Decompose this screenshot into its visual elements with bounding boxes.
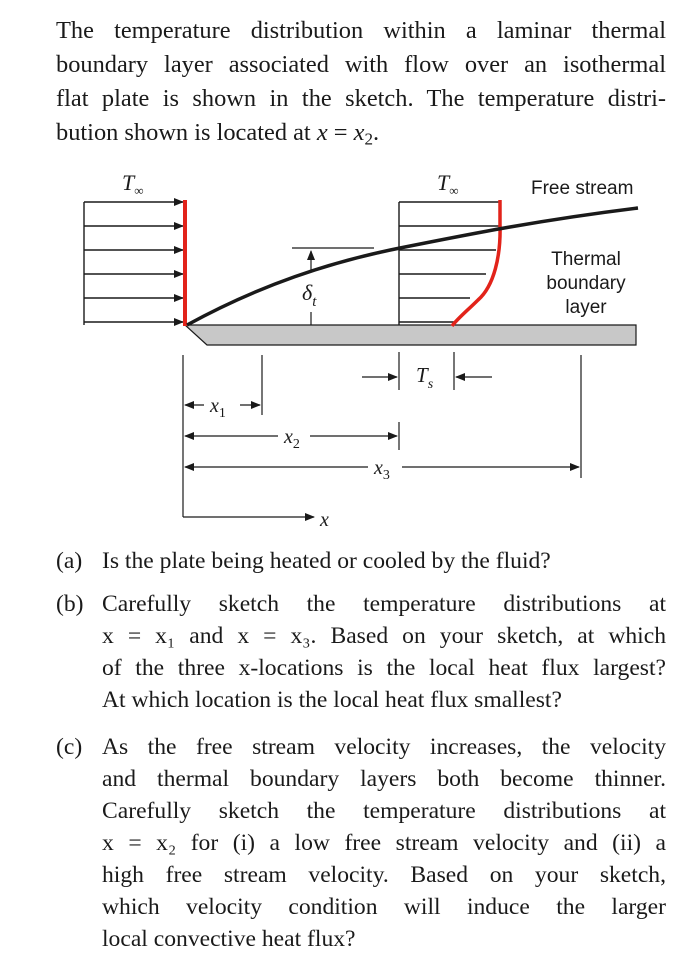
x2-base: x <box>284 426 293 448</box>
intro-line: The temperature distribution within a laminar thermal <box>56 17 666 44</box>
intro-x2-subscript: 2 <box>364 129 373 149</box>
question-b <box>56 588 666 716</box>
intro-paragraph <box>56 14 666 150</box>
x1-base: x <box>210 395 219 417</box>
boundary-layer-figure <box>0 160 694 540</box>
x2-label <box>283 426 300 452</box>
x2-subscript: 2 <box>292 437 300 452</box>
downstream-temperature-profile <box>452 200 500 326</box>
question-b-line: Carefully sketch the temperature distributions at <box>102 591 666 617</box>
question-c-line: As the free stream velocity increases, the velocity <box>102 734 666 760</box>
flat-plate <box>185 325 636 345</box>
x3-base: x <box>374 457 383 479</box>
t-inf-right-base: T <box>437 170 450 195</box>
intro-line-last <box>56 116 666 150</box>
x-axis-label: x <box>320 509 329 531</box>
question-a <box>56 545 666 577</box>
question-a-label: (a) <box>56 548 83 574</box>
question-c <box>56 731 666 955</box>
x1-subscript: 1 <box>218 406 226 421</box>
t-inf-left-subscript: ∞ <box>134 183 144 198</box>
upstream-profile <box>84 202 183 325</box>
delta-subscript: t <box>312 294 317 310</box>
question-a-line: Is the plate being heated or cooled by the fluid? <box>102 548 551 574</box>
delta-base: δ <box>302 280 313 305</box>
question-b-line: At which location is the local heat flux smallest? <box>102 687 562 713</box>
question-c-line: which velocity condition will induce the larger <box>102 894 666 920</box>
question-c-line: Carefully sketch the temperature distributions at <box>102 798 666 824</box>
thermal-label-line1: Thermal <box>551 249 621 270</box>
x3-subscript: 3 <box>382 468 390 483</box>
intro-line: flat plate is shown in the sketch. The temperature distri- <box>56 85 666 112</box>
question-c-line: and thermal boundary layers both become thinner. <box>102 766 666 792</box>
free-stream-label: Free stream <box>531 178 634 199</box>
question-b-line: x = x₁ and x = x₃. Based on your sketch, at which <box>102 623 666 649</box>
t-inf-right-label <box>437 170 459 198</box>
intro-equals: = <box>327 119 354 146</box>
ts-subscript: s <box>427 377 434 392</box>
question-b-line: of the three x-locations is the local heat flux largest? <box>102 655 666 681</box>
intro-line: boundary layer associated with flow over an isothermal <box>56 51 666 78</box>
thermal-label-line2: boundary <box>546 273 626 294</box>
intro-line-text: bution shown is located at <box>56 119 311 146</box>
thermal-label-line3: layer <box>565 297 607 318</box>
x3-label <box>373 457 390 483</box>
x1-label <box>209 395 226 421</box>
ts-label <box>416 363 434 392</box>
intro-period: . <box>372 119 380 146</box>
question-c-line: x = x₂ for (i) a low free stream velocity and (ii) a <box>102 830 666 856</box>
question-c-line: high free stream velocity. Based on your sketch, <box>102 862 666 888</box>
t-inf-left-label <box>122 170 144 198</box>
question-c-line: local convective heat flux? <box>102 926 356 952</box>
t-inf-left-base: T <box>122 170 135 195</box>
downstream-profile-box <box>399 202 500 325</box>
intro-x2-symbol: x <box>353 119 365 146</box>
ts-base: T <box>416 363 428 387</box>
t-inf-right-subscript: ∞ <box>449 183 459 198</box>
question-b-label: (b) <box>56 591 84 617</box>
question-c-label: (c) <box>56 734 83 760</box>
delta-symbol <box>302 280 317 310</box>
intro-x-symbol: x <box>316 119 328 146</box>
